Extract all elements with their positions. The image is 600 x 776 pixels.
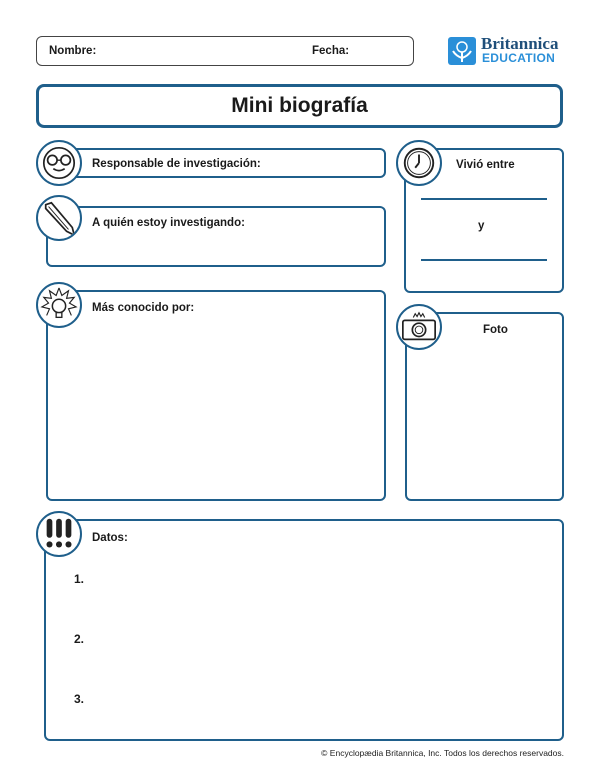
page-title: Mini biografía	[231, 94, 368, 117]
and-connector: y	[478, 220, 485, 232]
pencil-icon	[36, 195, 82, 241]
researcher-box[interactable]	[58, 148, 386, 178]
subject-box[interactable]	[46, 206, 386, 267]
facts-box	[44, 519, 564, 741]
brand-subtitle: EDUCATION	[482, 51, 556, 65]
researcher-label: Responsable de investigación:	[92, 158, 261, 170]
face-with-glasses-icon	[36, 140, 82, 186]
title-box	[36, 84, 563, 128]
name-date-box	[36, 36, 414, 66]
copyright-footer: © Encyclopædia Britannica, Inc. Todos los derechos reservados.	[321, 748, 564, 758]
name-label: Nombre:	[49, 45, 97, 57]
fact-item-1[interactable]: 1.	[74, 572, 85, 586]
britannica-logo-icon	[448, 37, 476, 65]
subject-label: A quién estoy investigando:	[92, 217, 245, 229]
death-year-line[interactable]	[421, 259, 547, 261]
camera-icon	[396, 304, 442, 350]
known-for-box[interactable]	[46, 290, 386, 501]
exclamation-marks-icon	[36, 511, 82, 557]
fact-item-2[interactable]: 2.	[74, 632, 85, 646]
clock-icon	[396, 140, 442, 186]
fact-item-3[interactable]: 3.	[74, 692, 85, 706]
birth-year-line[interactable]	[421, 198, 547, 200]
lightbulb-icon	[36, 282, 82, 328]
date-label: Fecha:	[312, 45, 350, 57]
photo-label: Foto	[483, 324, 508, 336]
lived-between-label: Vivió entre	[456, 159, 515, 171]
brand-name: Britannica	[481, 34, 559, 53]
known-for-label: Más conocido por:	[92, 302, 195, 314]
facts-label: Datos:	[92, 532, 128, 544]
